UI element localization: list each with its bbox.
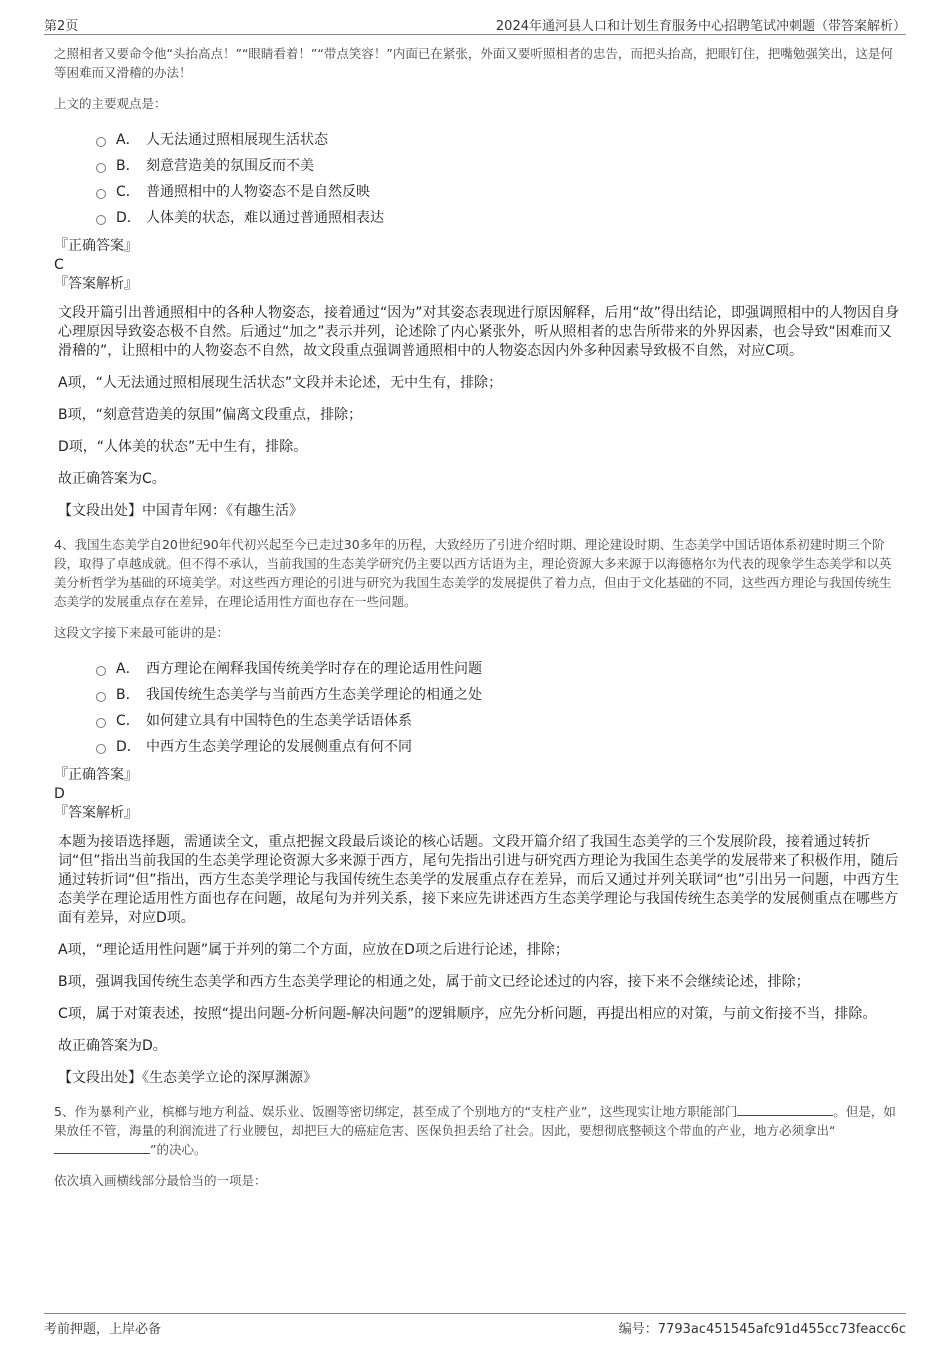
q5-passage-part-3: ”的决心。 bbox=[150, 1142, 207, 1157]
q3-option-d[interactable] bbox=[96, 205, 900, 231]
q4-analysis-a: A项，“理论适用性问题”属于并列的第二个方面，应放在D项之后进行论述，排除； bbox=[58, 942, 569, 958]
q3-source: 【文段出处】中国青年网：《有趣生活》 bbox=[58, 503, 303, 519]
blank-1 bbox=[737, 1102, 833, 1116]
q3-options bbox=[96, 127, 900, 231]
q3-analysis-main: 文段开篇引出普通照相中的各种人物姿态，接着通过“因为”对其姿态表现进行原因解释，后用“故”得出结论，即强调照相中的人物因自身心理原因导致姿态极不自然。后通过“加之”表示并列，论述除了内心紧张外，听从照相者的忠告所带来的外界因素，也会导致“困难而又滑稽的”，让照相中的人物姿态不自然，故文段重点强调普通照相中的人物姿态因内外多种因素导致极不自然，对应C项。 bbox=[58, 305, 900, 359]
q4-option-d[interactable] bbox=[96, 734, 900, 760]
q3-analysis-conclusion: 故正确答案为C。 bbox=[58, 471, 166, 487]
option-letter: D． bbox=[116, 210, 141, 226]
q3-option-a[interactable] bbox=[96, 127, 900, 153]
q3-analysis-b: B项，“刻意营造美的氛围”偏离文段重点，排除； bbox=[58, 407, 363, 423]
q4-question: 这段文字接下来最可能讲的是： bbox=[54, 625, 230, 640]
q4-options bbox=[96, 656, 900, 760]
q3-analysis-a: A项，“人无法通过照相展现生活状态”文段并未论述，无中生有，排除； bbox=[58, 375, 503, 391]
footer-slogan: 考前押题，上岸必备 bbox=[44, 1322, 162, 1337]
q3-option-c[interactable] bbox=[96, 179, 900, 205]
q4-answer-label: 『正确答案』 bbox=[54, 767, 138, 783]
option-text: 人体美的状态，难以通过普通照相表达 bbox=[146, 210, 384, 226]
q4-analysis-conclusion: 故正确答案为D。 bbox=[58, 1038, 167, 1054]
option-letter: A． bbox=[116, 132, 140, 148]
q5-passage-part-2: 。但是，如果放任不管，海量的利润流进了行业腰包，却把巨大的癌症危害、医保负担丢给了社会。因此，要想彻底整顿这个带血的产业，地方必须拿出“ bbox=[54, 1104, 896, 1138]
option-letter: B． bbox=[116, 158, 140, 174]
blank-2 bbox=[54, 1140, 150, 1154]
q3-answer-label: 『正确答案』 bbox=[54, 238, 138, 254]
radio-icon[interactable] bbox=[96, 744, 106, 754]
option-letter: C． bbox=[116, 713, 140, 729]
q3-analysis-d: D项，“人体美的状态”无中生有，排除。 bbox=[58, 439, 308, 455]
option-letter: D． bbox=[116, 739, 141, 755]
option-text: 人无法通过照相展现生活状态 bbox=[146, 132, 328, 148]
q4-source: 【文段出处】《生态美学立论的深厚渊源》 bbox=[58, 1070, 317, 1086]
q4-analysis-b: B项，强调我国传统生态美学和西方生态美学理论的相通之处，属于前文已经论述过的内容，接下来不会继续论述，排除； bbox=[58, 974, 810, 990]
q3-question: 上文的主要观点是： bbox=[54, 96, 167, 111]
q3-answer: C bbox=[54, 257, 64, 273]
option-text: 如何建立具有中国特色的生态美学话语体系 bbox=[146, 713, 412, 729]
page-footer bbox=[44, 1313, 906, 1337]
radio-icon[interactable] bbox=[96, 718, 106, 728]
radio-icon[interactable] bbox=[96, 163, 106, 173]
radio-icon[interactable] bbox=[96, 215, 106, 225]
option-text: 普通照相中的人物姿态不是自然反映 bbox=[146, 184, 370, 200]
q5-question: 依次填入画横线部分最恰当的一项是： bbox=[54, 1173, 267, 1188]
page-number: 第2页 bbox=[44, 19, 79, 34]
radio-icon[interactable] bbox=[96, 189, 106, 199]
q4-option-a[interactable] bbox=[96, 656, 900, 682]
q4-analysis-label: 『答案解析』 bbox=[54, 805, 138, 821]
q3-passage-tail: 之照相者又要命令他“头抬高点！”“眼睛看着！”“带点笑容！”内面已在紧张，外面又要听照相者的忠告，而把头抬高，把眼钉住，把嘴勉强笑出，这是何等困难而又滑稽的办法！ bbox=[54, 46, 893, 80]
q4-option-c[interactable] bbox=[96, 708, 900, 734]
option-text: 刻意营造美的氛围反而不美 bbox=[146, 158, 314, 174]
option-letter: C． bbox=[116, 184, 140, 200]
page-content bbox=[54, 44, 900, 1190]
q4-option-b[interactable] bbox=[96, 682, 900, 708]
option-text: 我国传统生态美学与当前西方生态美学理论的相通之处 bbox=[146, 687, 482, 703]
q4-analysis-main: 本题为接语选择题，需通读全文，重点把握文段最后谈论的核心话题。文段开篇介绍了我国生态美学的三个发展阶段，接着通过转折词“但”指出当前我国的生态美学理论资源大多来源于西方，尾句先指出引进与研究西方理论为我国生态美学的发展带来了积极作用，随后通过转折词“但”指出，西方生态美学理论与我国传统生态美学的发展重点存在差异，而后又通过并列关联词“也”引出另一问题，中西方生态美学在理论适用性方面也存在问题，故尾句为并列关系，接下来应先讲述西方生态美学理论与我国传统生态美学的发展侧重点在哪些方面有差异，对应D项。 bbox=[58, 834, 900, 926]
q5-passage bbox=[54, 1102, 900, 1159]
q4-analysis-c: C项，属于对策表述，按照“提出问题-分析问题-解决问题”的逻辑顺序，应先分析问题，再提出相应的对策，与前文衔接不当，排除。 bbox=[58, 1006, 877, 1022]
radio-icon[interactable] bbox=[96, 137, 106, 147]
q5-passage-part-1: 5、作为暴利产业，槟榔与地方利益、娱乐业、饭圈等密切绑定，甚至成了个别地方的“支柱产业”，这些现实让地方职能部门 bbox=[54, 1104, 738, 1119]
radio-icon[interactable] bbox=[96, 666, 106, 676]
option-letter: B． bbox=[116, 687, 140, 703]
document-title: 2024年通河县人口和计划生育服务中心招聘笔试冲刺题（带答案解析） bbox=[495, 19, 906, 34]
option-letter: A． bbox=[116, 661, 140, 677]
q3-option-b[interactable] bbox=[96, 153, 900, 179]
page-header bbox=[44, 14, 906, 35]
option-text: 西方理论在阐释我国传统美学时存在的理论适用性问题 bbox=[146, 661, 482, 677]
radio-icon[interactable] bbox=[96, 692, 106, 702]
footer-serial: 编号：7793ac451545afc91d455cc73feacc6c bbox=[618, 1322, 906, 1337]
q4-answer: D bbox=[54, 786, 65, 802]
q3-analysis-label: 『答案解析』 bbox=[54, 276, 138, 292]
q4-passage: 4、我国生态美学自20世纪90年代初兴起至今已走过30多年的历程，大致经历了引进介绍时期、理论建设时期、生态美学中国话语体系初建时期三个阶段，取得了卓越成就。但不得不承认，当前我国的生态美学研究仍主要以西方话语为主，理论资源大多来源于以海德格尔为代表的现象学生态美学和以英美分析哲学为基础的环境美学。对这些西方理论的引进与研究为我国生态美学的发展提供了着力点，但由于文化基础的不同，这些西方理论与我国传统生态美学的发展重点存在差异，在理论适用性方面也存在一些问题。 bbox=[54, 537, 892, 609]
option-text: 中西方生态美学理论的发展侧重点有何不同 bbox=[146, 739, 412, 755]
